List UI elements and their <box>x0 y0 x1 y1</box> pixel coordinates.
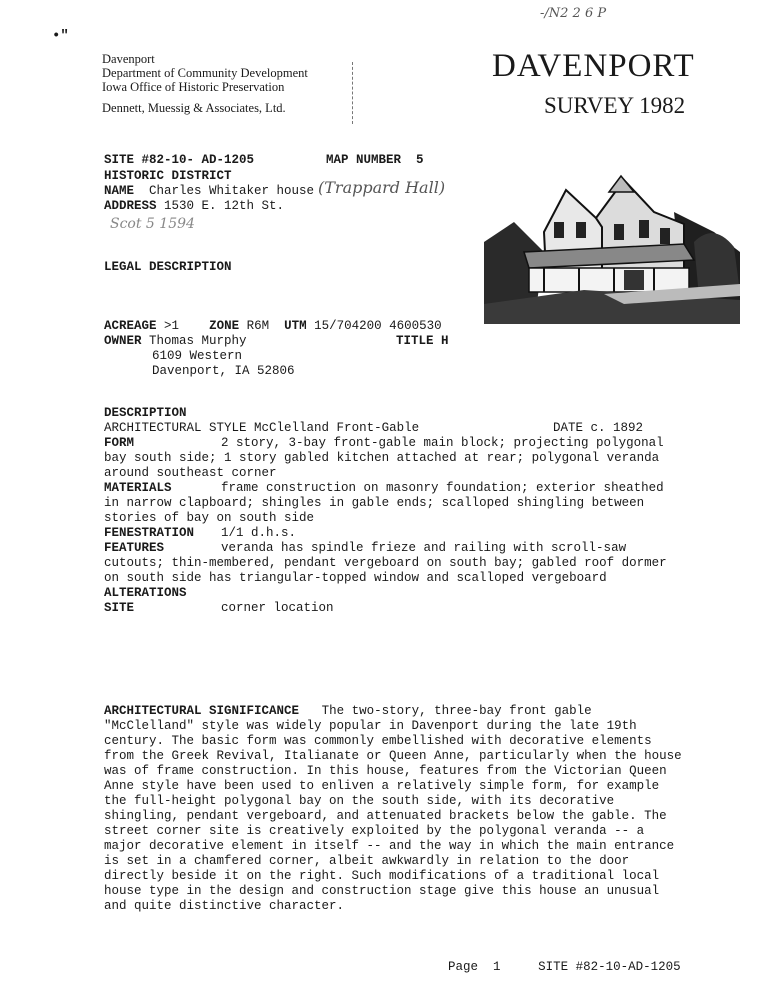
page-label: Page <box>448 960 479 974</box>
significance-heading: ARCHITECTURAL SIGNIFICANCE <box>104 704 300 718</box>
name-value: Charles Whitaker house <box>149 184 315 198</box>
features-text: veranda has spindle frieze and railing with scroll-saw cutouts; <box>104 541 627 570</box>
description-heading: DESCRIPTION <box>104 406 187 420</box>
map-number: 5 <box>416 153 424 167</box>
materials-text: frame construction on masonry foundation; exterior sheathed in <box>104 481 664 510</box>
consultant: Dennett, Muessig & Associates, Ltd. <box>102 101 286 115</box>
title-line <box>396 334 449 348</box>
owner-line-3: Davenport, IA 52806 <box>152 364 295 378</box>
acreage-label: ACREAGE <box>104 319 157 333</box>
fenestration-row <box>104 526 684 541</box>
acreage-line <box>104 319 442 333</box>
org-line-1: Davenport <box>102 52 155 66</box>
form-label: FORM <box>104 436 135 450</box>
fenestration-text: 1/1 d.h.s. <box>221 526 297 540</box>
site-row <box>104 601 684 616</box>
survey-subtitle: SURVEY 1982 <box>544 93 686 118</box>
name-line <box>104 184 314 198</box>
utm-label: UTM <box>284 319 307 333</box>
site-row-label: SITE <box>104 601 135 615</box>
date-label: DATE <box>553 421 584 435</box>
form-text: 2 story, 3-bay front-gable main block; projecting polygonal bay <box>104 436 664 465</box>
style-line <box>104 421 419 435</box>
form-row <box>104 436 684 481</box>
header-rule <box>352 62 353 124</box>
map-number-line <box>326 153 424 167</box>
owner-line-2: 6109 Western <box>152 349 243 363</box>
zone-value: R6M <box>246 319 270 333</box>
materials-row <box>104 481 684 526</box>
site-id: #82-10- AD-1205 <box>141 153 255 167</box>
alterations-row <box>104 586 684 601</box>
form-cont: south side; 1 story gabled kitchen attached at rear; polygonal veranda around southeast corner <box>104 451 660 480</box>
left-mark: •" <box>52 28 69 44</box>
footer <box>448 960 681 974</box>
acreage-value: >1 <box>164 319 180 333</box>
org-line-3: Iowa Office of Historic Preservation <box>102 80 285 94</box>
page-number: 1 <box>493 960 501 974</box>
footer-site-id: #82-10-AD-1205 <box>575 960 681 974</box>
house-photo <box>484 172 740 324</box>
utm-value: 15/704200 4600530 <box>314 319 442 333</box>
address-line <box>104 199 284 213</box>
owner-line-1: Thomas Murphy <box>149 334 247 348</box>
fenestration-label: FENESTRATION <box>104 526 195 540</box>
title-value: H <box>441 334 449 348</box>
address-handwriting: Scot 5 1594 <box>110 216 195 232</box>
name-handwriting: (Trappard Hall) <box>318 178 446 197</box>
name-label: NAME <box>104 184 135 198</box>
zone-label: ZONE <box>209 319 240 333</box>
style-value: McClelland Front-Gable <box>254 421 420 435</box>
materials-cont: narrow clapboard; shingles in gable ends; scalloped shingling between stories of bay on south side <box>104 496 645 525</box>
org-line-2: Department of Community Development <box>102 66 308 80</box>
org-block <box>102 52 308 115</box>
site-row-text: corner location <box>221 601 334 615</box>
date-line <box>553 421 643 435</box>
historic-district-label: HISTORIC DISTRICT <box>104 169 232 183</box>
survey-title: DAVENPORT <box>492 48 695 84</box>
legal-description-label: LEGAL DESCRIPTION <box>104 260 232 274</box>
footer-site-label: SITE <box>538 960 569 974</box>
map-label: MAP NUMBER <box>326 153 402 167</box>
style-label: ARCHITECTURAL STYLE <box>104 421 247 435</box>
top-scribble: -/N2 2 6 P <box>540 6 607 21</box>
owner-block <box>104 334 295 379</box>
features-label: FEATURES <box>104 541 165 555</box>
alterations-label: ALTERATIONS <box>104 586 187 600</box>
address-value: 1530 E. 12th St. <box>164 199 285 213</box>
features-cont: thin-membered, pendant vergeboard on south bay; gabled roof dormer on south side has triangular-topped window and scalloped vergeboard <box>104 556 667 585</box>
materials-label: MATERIALS <box>104 481 172 495</box>
significance-text: The two-story, three-bay front gable "McClelland" style was widely popular in Davenport during the late 19th century. The basic form was commonly embellished with decorative elements from the Greek Revival, Italianate or Queen Anne, particularly when the house was of frame construction. In this house, features from the Victorian Queen Anne style have been used to enliven a relatively simple form, for example the full-height polygonal bay on the south side, with its decorative shingling, pendant vergeboard, and attenuated brackets below the gable. The street corner site is creatively exploited by the polygonal veranda -- a major decorative element in itself -- and the way in which the main entrance is set in a chamfered corner, albeit awkwardly in relation to the door directly beside it on the right. Such modifications of a traditional local house type in the design and construction stage give this house an unusual and quite distinctive character. <box>104 704 682 913</box>
features-row <box>104 541 684 586</box>
owner-label: OWNER <box>104 334 142 348</box>
site-label: SITE <box>104 153 135 167</box>
site-line <box>104 153 254 167</box>
address-label: ADDRESS <box>104 199 157 213</box>
significance-paragraph <box>104 704 686 914</box>
title-label: TITLE <box>396 334 434 348</box>
date-value: c. 1892 <box>590 421 644 435</box>
